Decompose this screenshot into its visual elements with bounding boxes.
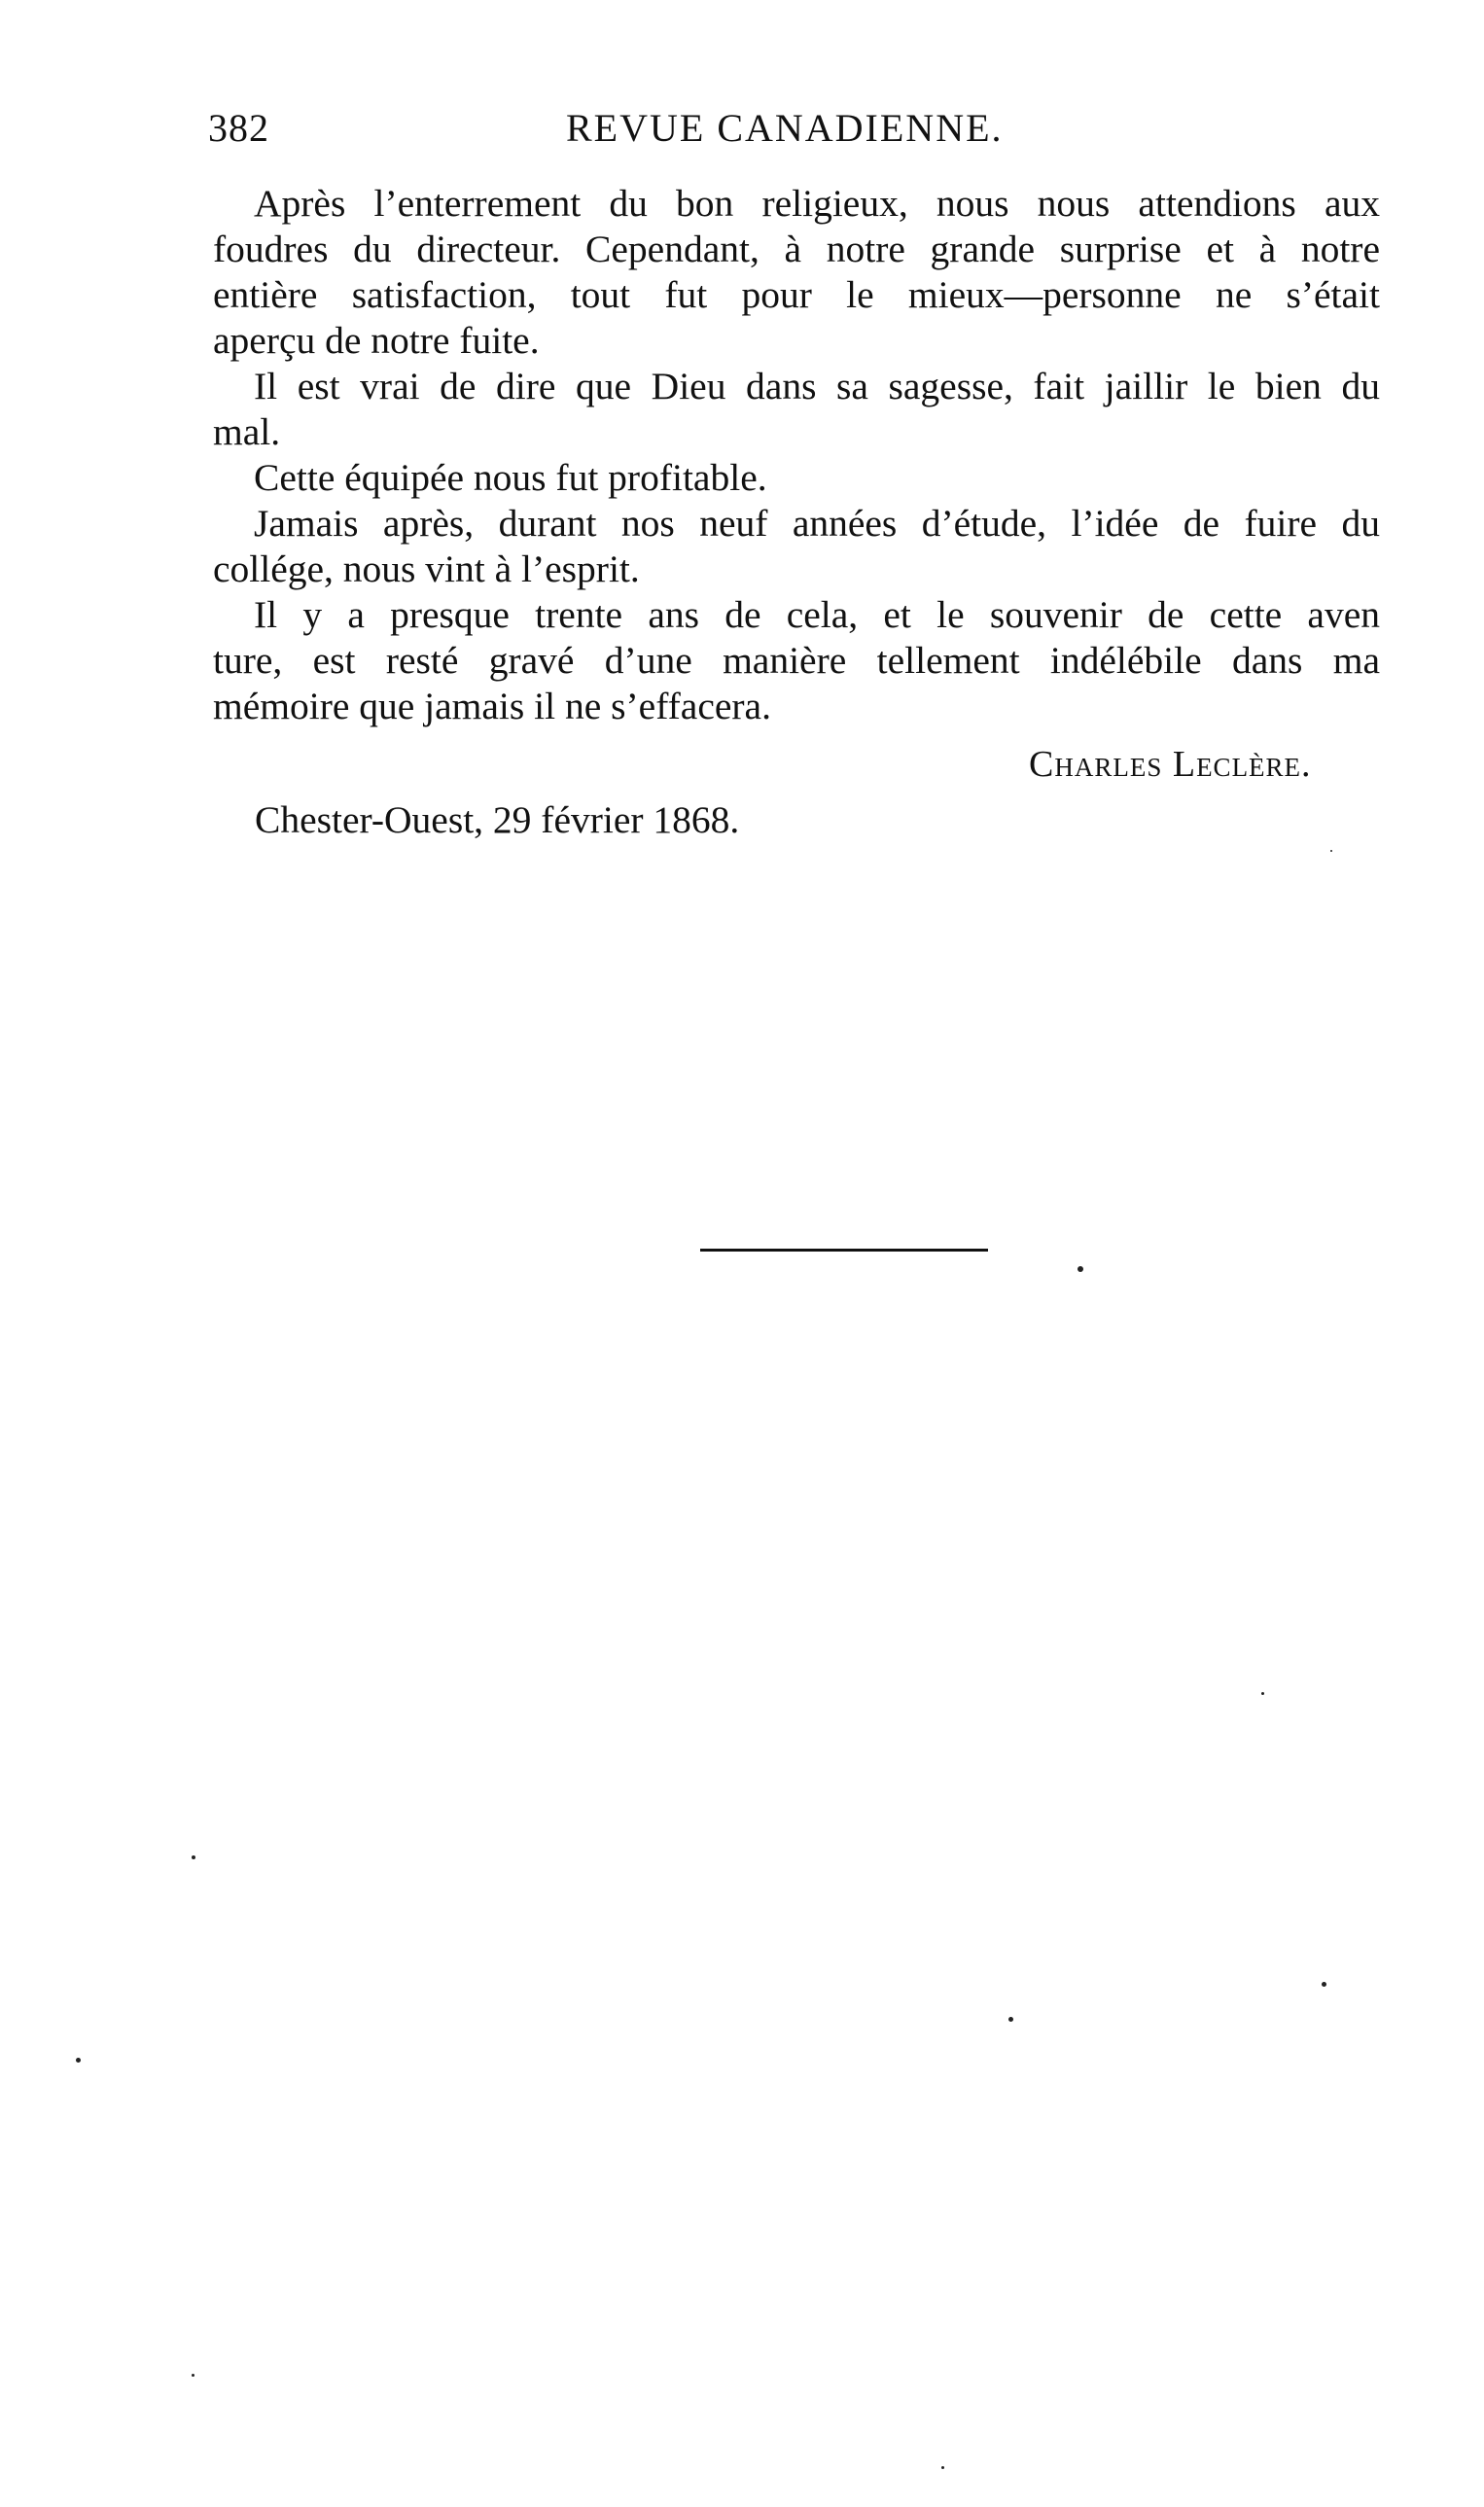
print-speck — [1322, 1982, 1326, 1987]
text-line: Il est vrai de dire que Dieu dans sa sagesse, fait jaillir le bien du — [254, 365, 1380, 407]
print-speck — [1261, 1692, 1264, 1695]
text-line: Cette équipée nous fut profitable. — [254, 456, 767, 499]
text-line: mémoire que jamais il ne s’effacera. — [213, 685, 771, 727]
body-text — [213, 181, 1380, 729]
text-line: ture, est resté gravé d’une manière tellement indélébile dans ma — [213, 639, 1380, 682]
text-line: aperçu de notre fuite. — [213, 319, 540, 362]
print-speck — [76, 2058, 81, 2063]
paragraph-5 — [213, 592, 1380, 729]
section-divider — [700, 1249, 988, 1252]
print-speck — [1078, 1266, 1083, 1272]
dateline: Chester-Ouest, 29 février 1868. — [255, 798, 740, 841]
running-head — [208, 105, 1278, 154]
text-line: Il y a presque trente ans de cela, et le souvenir de cette aven — [254, 593, 1380, 636]
text-line: Jamais après, durant nos neuf années d’étude, l’idée de fuire du — [254, 502, 1380, 545]
print-speck — [941, 2466, 944, 2469]
text-line: mal. — [213, 410, 281, 453]
paragraph-3 — [213, 455, 1380, 501]
text-line: foudres du directeur. Cependant, à notre grande surprise et à notre — [213, 228, 1380, 270]
paragraph-2 — [213, 364, 1380, 455]
paragraph-1 — [213, 181, 1380, 364]
text-line: entière satisfaction, tout fut pour le mieux—personne ne s’était — [213, 273, 1380, 316]
text-line: collége, nous vint à l’esprit. — [213, 547, 640, 590]
print-speck — [1330, 850, 1332, 852]
paragraph-4 — [213, 501, 1380, 592]
print-speck — [192, 1855, 195, 1859]
page-number: 382 — [208, 106, 269, 150]
author-signature: Charles Leclère. — [1029, 744, 1312, 785]
text-line: Après l’enterrement du bon religieux, nous nous attendions aux — [254, 182, 1380, 225]
journal-title: REVUE CANADIENNE. — [566, 106, 1004, 150]
print-speck — [1008, 2017, 1013, 2022]
print-speck — [192, 2374, 194, 2377]
